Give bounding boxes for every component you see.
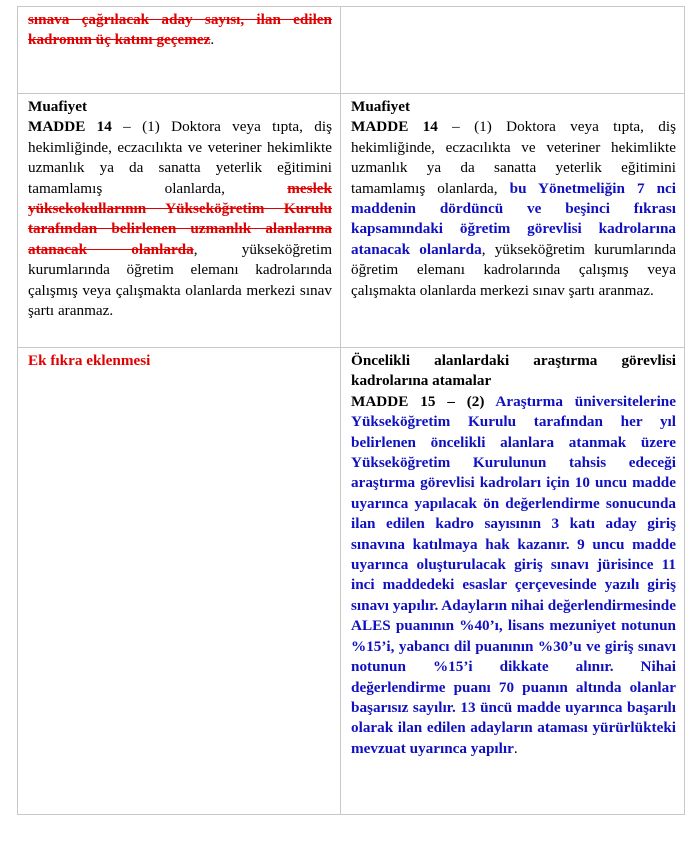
article-body: MADDE 14 – (1) Doktora veya tıpta, diş hekimliğinde, eczacılıkta ve veteriner hekimlikte uzmanlık ya da sanatta yeterlik eğitimini tamamlamış olanlarda, bu Yönetmeliğin 7 nci maddenin dördüncü ve beşinci fıkrası kapsamındaki öğretim görevlisi kadrolarına atanacak olanlarda, yükseköğretim kurumlarında öğretim elemanı kadrolarında çalışmış veya çalışmakta olanlarda merkezi sınav şartı aranmaz. [351,118,676,299]
madde-label: MADDE 15 – (2) [351,392,485,410]
deleted-text: meslek yüksekokullarının Yükseköğretim Kurulu tarafından belirlenen uzmanlık alanlarına atanacak olanlarda [28,179,332,258]
article-body: MADDE 15 – (2) Araştırma üniversitelerine Yükseköğretim Kurulu tarafından her yıl belirlenen öncelikli alanlara atanmak üzere Yükseköğretim Kurulunun tahsis edeceği araştırma görevlisi kadroları için 10 uncu madde uyarınca yapılacak ön değerlendirme sonucunda ilan edilen kadro sayısının 3 katı aday giriş sınavına katılmaya hak kazanır. 9 uncu madde uyarınca oluşturulacak giriş sınavı jürisince 11 inci maddedeki esaslar çerçevesinde yazılı giriş sınavı yapılır. Adayların nihai değerlendirmesinde ALES puanının %40’ı, lisans mezuniyet notunun %15’i, yabancı dil puanının %30’u ve giriş sınavı notunun %15’i dikkate alınır. Nihai değerlendirme puanı 70 puanın altında olanlar başarısız sayılır. 13 üncü madde uyarınca başarılı olarak ilan edilen adayların ataması yürürlükteki mevzuat uyarınca yapılır. [351,392,676,757]
article-heading: Muafiyet [28,98,88,115]
article-heading: Öncelikli alanlardaki araştırma görevlisi kadrolarına atamalar [351,352,676,390]
table-row [18,348,685,815]
row1-right-cell [341,7,685,94]
article-heading: Muafiyet [351,98,411,115]
deleted-text: sınava çağrılacak aday sayısı, ilan edilen kadronun üç katını geçemez [28,11,332,49]
madde-label: MADDE 14 [28,118,112,136]
row2-right-cell [341,94,685,348]
comparison-table [17,6,685,815]
added-text: Araştırma üniversitelerine Yükseköğretim Kurulu tarafından her yıl belirlenen öncelikli alanlara atanmak üzere Yükseköğretim Kurulunun tahsis edeceği araştırma görevlisi kadroları için 10 uncu madde uyarınca yapılacak ön değerlendirme sonucunda ilan edilen kadro sayısının 3 katı aday giriş sınavına katılmaya hak kazanır. 9 uncu madde uyarınca oluşturulacak giriş sınavı jürisince 11 inci maddedeki esaslar çerçevesinde yazılı giriş sınavı yapılır. Adayların nihai değerlendirmesinde ALES puanının %40’ı, lisans mezuniyet notunun %15’i, yabancı dil puanının %30’u ve giriş sınavı notunun %15’i dikkate alınır. Nihai değerlendirme puanı 70 puanın altında olanlar başarısız sayılır. 13 üncü madde uyarınca başarılı olarak ilan edilen adayların ataması yürürlükteki mevzuat uyarınca yapılır [351,392,676,757]
row3-left-cell [18,348,341,815]
change-note: Ek fıkra eklenmesi [28,352,151,369]
row3-right-cell [341,348,685,815]
table-row [18,7,685,94]
madde-label: MADDE 14 [351,118,438,136]
row2-left-cell [18,94,341,348]
text-tail: . [210,31,215,49]
added-text: bu Yönetmeliğin 7 nci maddenin dördüncü ve beşinci fıkrası kapsamındaki öğretim görevlisi kadrolarına atanacak olanlarda [351,179,676,258]
row1-left-cell [18,7,341,94]
article-body: MADDE 14 – (1) Doktora veya tıpta, diş hekimliğinde, eczacılıkta ve veteriner hekimlikte uzmanlık ya da sanatta yeterlik eğitimini tamamlamış olanlarda, meslek yüksekokullarının Yükseköğretim Kurulu tarafından belirlenen uzmanlık alanlarına atanacak olanlarda, yükseköğretim kurumlarında öğretim elemanı kadrolarında çalışmış veya çalışmakta olanlarda merkezi sınav şartı aranmaz. [28,118,333,320]
table-row [18,94,685,348]
